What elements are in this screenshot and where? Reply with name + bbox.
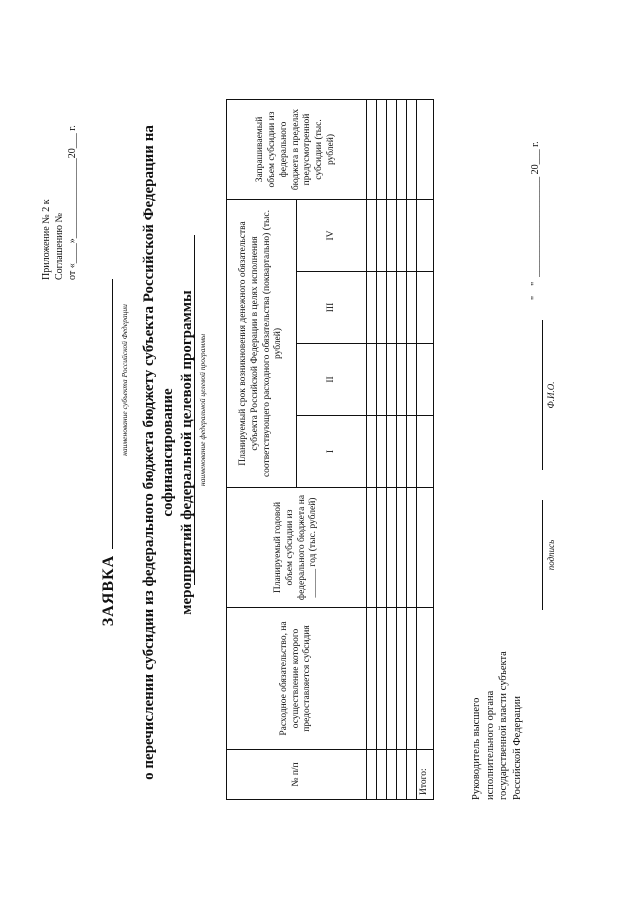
total-label: Итого: (417, 750, 434, 800)
signatory-line-3: государственной власти субъекта (498, 651, 510, 800)
table-row (367, 100, 377, 800)
header-requested-volume: Запрашиваемый объем субсидии из федерального бюджета в пределах предусмотренной субсидии (тыс. рублей) (227, 100, 367, 200)
signature-date: " " ____________________ 20___ г. (530, 141, 541, 300)
document-title (100, 0, 118, 905)
subject-blank-line (100, 279, 113, 549)
header-quarter-2: II (297, 344, 367, 416)
total-row (417, 100, 434, 800)
header-annual-volume: Планируемый годовой объем субсидии из федерального бюджета на ______ год (тыс. рублей) (227, 488, 367, 608)
name-caption: Ф.И.О. (546, 381, 556, 409)
table-row (377, 100, 387, 800)
signature-block (470, 80, 590, 800)
table-row (407, 100, 417, 800)
subtitle-line-2: мероприятий федеральной целевой программы (178, 290, 195, 615)
header-quarter-3: III (297, 272, 367, 344)
table-row (387, 100, 397, 800)
signatory-title (470, 651, 525, 800)
program-blank-line (182, 235, 195, 585)
table-row (397, 100, 407, 800)
subsidy-table (226, 99, 434, 800)
subject-caption: наименование субъекта Российской Федерации (120, 304, 129, 456)
agreement-number-line: Соглашению № (54, 212, 65, 280)
appendix-line: Приложение № 2 к (41, 199, 52, 280)
subtitle-line-1: о перечислении субсидии из федерального бюджета бюджету субъекта Российской Федерации на софинансирование (141, 125, 176, 780)
signature-caption: подпись (546, 539, 556, 571)
header-quarter-4: IV (297, 200, 367, 272)
header-quarter-1: I (297, 416, 367, 488)
header-obligation: Расходное обязательство, на осуществление которого предоставляется субсидия (227, 608, 367, 750)
appendix-block (40, 40, 79, 280)
header-planned-term: Планируемый срок возникновения денежного обязательства субъекта Российской Федерации в целях исполнения соответствующего расходного обязательства (поквартально) (тыс. рублей) (227, 200, 297, 488)
name-line (542, 320, 543, 470)
signatory-line-4: Российской Федерации (511, 696, 523, 800)
signatory-line-1: Руководитель высшего (471, 697, 482, 800)
program-caption: наименование федеральной целевой программы (198, 333, 207, 487)
title-text: ЗАЯВКА (100, 554, 117, 627)
agreement-date-line: от «____»________________20___ г. (67, 125, 78, 280)
signatory-line-2: исполнительного органа (484, 690, 496, 800)
signature-line (542, 500, 543, 610)
header-number: № п/п (227, 750, 367, 800)
